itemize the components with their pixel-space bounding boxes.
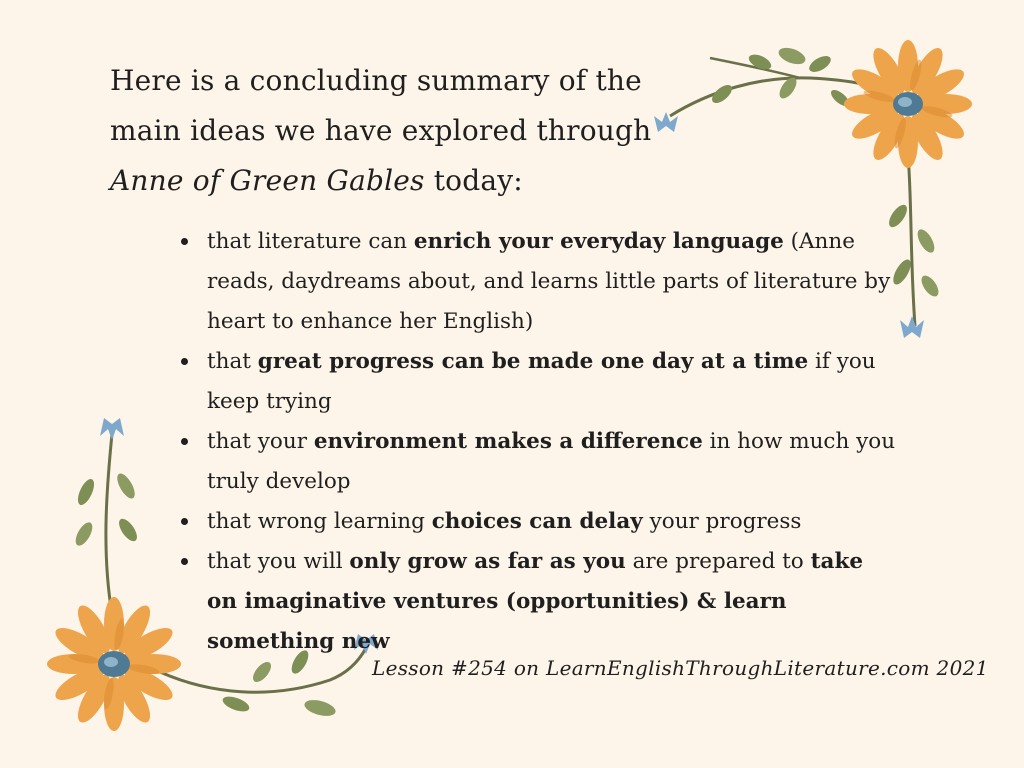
- bullet-text: are prepared to: [625, 549, 811, 574]
- bullet-item: [178, 342, 898, 422]
- bullet-text: (Anne reads, daydreams about, and learns little parts of literature by heart to enhance her English): [207, 229, 891, 334]
- bullet-item: [178, 222, 898, 342]
- bullet-text: that wrong learning: [207, 509, 432, 534]
- bullet-emphasis: environment makes a difference: [313, 429, 703, 454]
- bullet-text: that: [207, 349, 258, 374]
- bullet-text: your progress: [642, 509, 802, 534]
- bullet-text: that literature can: [207, 229, 414, 254]
- bullet-emphasis: great progress can be made one day at a time: [257, 349, 809, 374]
- bullet-item: [178, 502, 898, 542]
- intro-line-3: [110, 156, 670, 206]
- bullet-emphasis: only grow as far as you: [349, 549, 626, 574]
- bullet-text: that your: [207, 429, 314, 454]
- bullet-text: if you keep trying: [207, 349, 876, 414]
- book-title: Anne of Green Gables: [110, 164, 425, 197]
- bullet-text: in how much you truly develop: [207, 429, 896, 494]
- bullet-emphasis: enrich your everyday language: [413, 229, 784, 254]
- bullet-item: [178, 542, 898, 662]
- bullet-emphasis: take on imaginative ventures (opportunities) & learn something new: [207, 549, 864, 654]
- intro-line-3-rest: today:: [424, 164, 523, 197]
- bullet-emphasis: choices can delay: [431, 509, 643, 534]
- lesson-credit: Lesson #254 on LearnEnglishThroughLiterature.com 2021: [372, 656, 989, 680]
- intro-line-2: main ideas we have explored through: [110, 114, 652, 147]
- summary-bullet-list: [178, 222, 898, 662]
- intro-paragraph: [110, 56, 670, 206]
- intro-line-1: Here is a concluding summary of the: [110, 64, 642, 97]
- bullet-text: that you will: [207, 549, 350, 574]
- bullet-item: [178, 422, 898, 502]
